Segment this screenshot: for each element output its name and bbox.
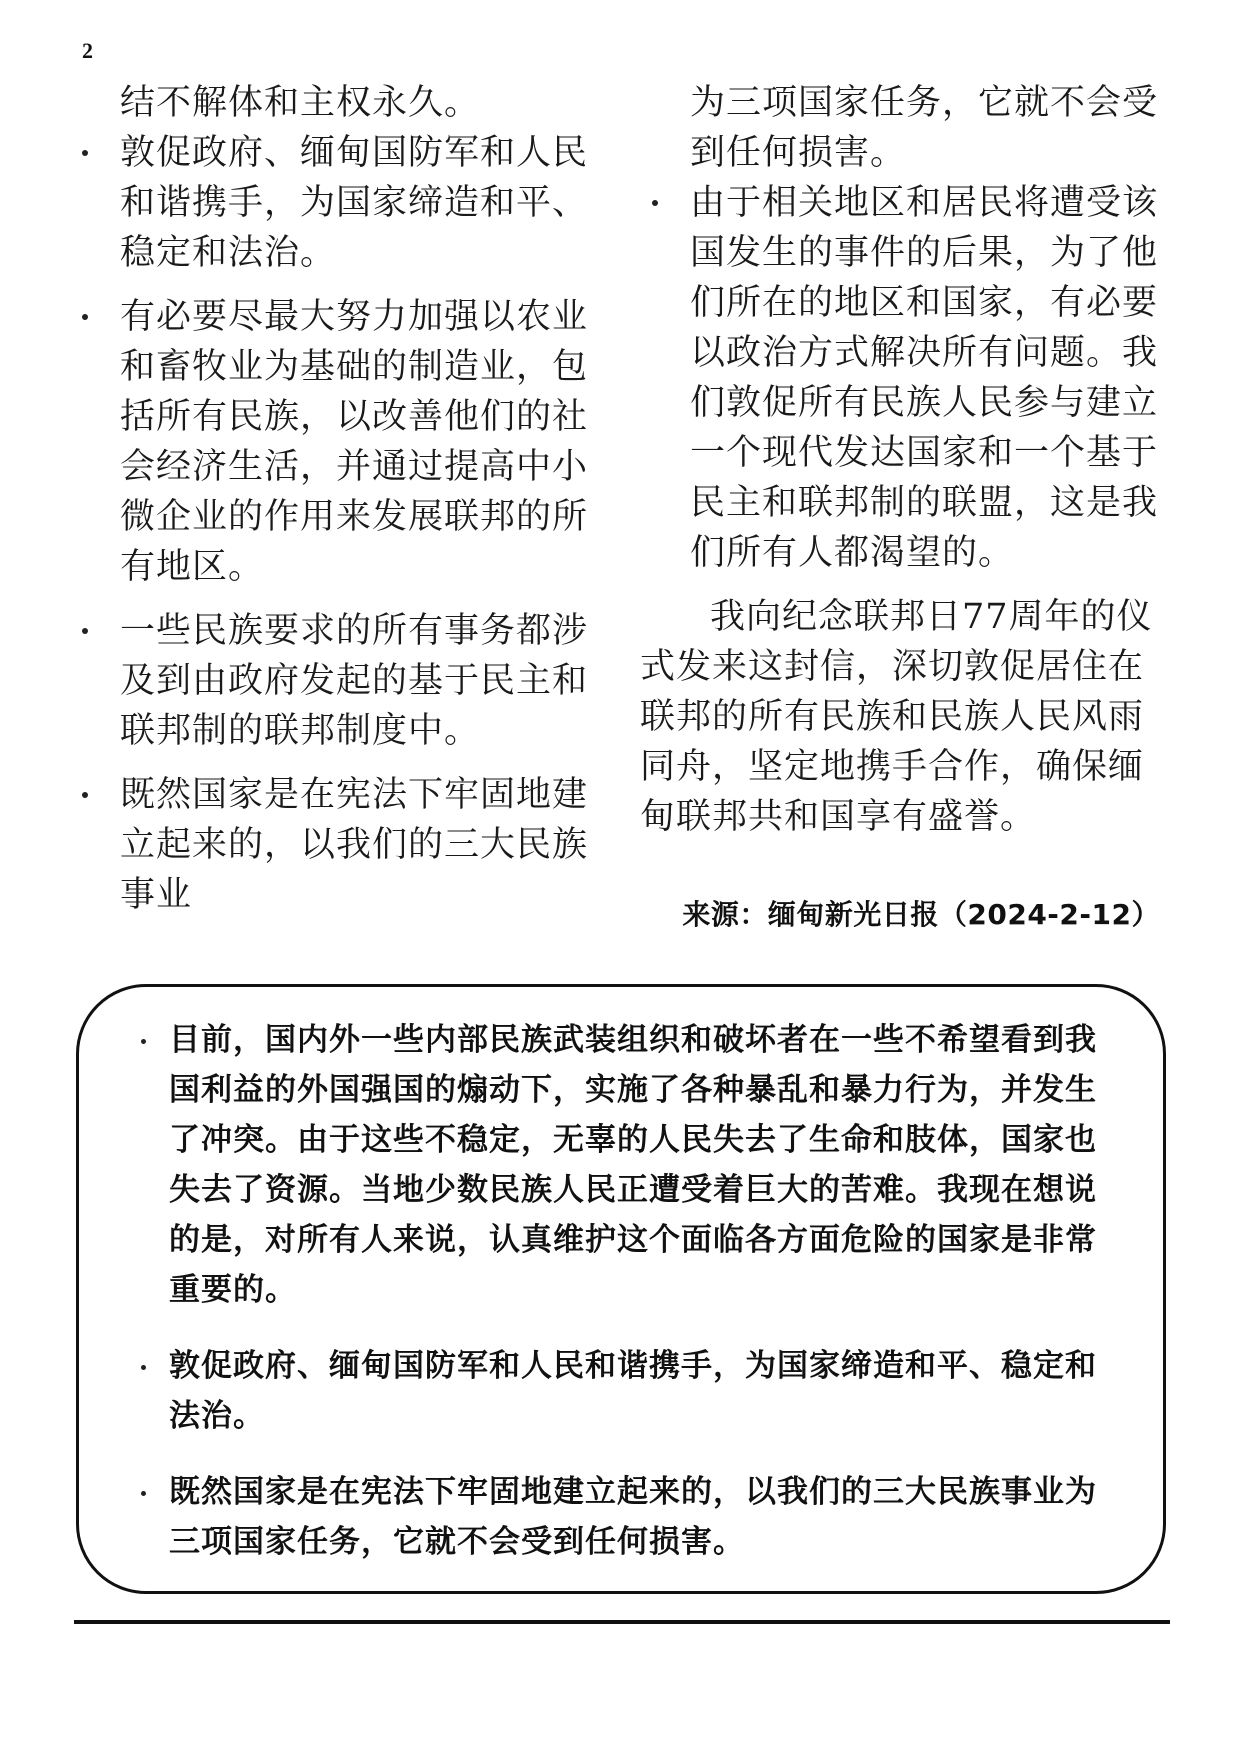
bottom-divider [74, 1620, 1170, 1624]
bullet-text: 有必要尽最大努力加强以农业和畜牧业为基础的制造业，包括所有民族，以改善他们的社会经济生活，并通过提高中小微企业的作用来发展联邦的所有地区。 [120, 297, 589, 587]
right-bullet-item [640, 178, 1170, 578]
right-continuation-text: 为三项国家任务，它就不会受到任何损害。 [690, 83, 1159, 173]
bullet-text: 既然国家是在宪法下牢固地建立起来的，以我们的三大民族事业 [120, 775, 589, 915]
highlight-bullet-item [139, 1467, 1123, 1567]
bullet-icon [82, 792, 88, 798]
bullet-text: 一些民族要求的所有事务都涉及到由政府发起的基于民主和联邦制的联邦制度中。 [120, 611, 589, 751]
left-bullet-item [70, 292, 600, 592]
bullet-icon [141, 1491, 146, 1496]
highlight-box [76, 984, 1166, 1594]
bullet-text: 由于相关地区和居民将遭受该国发生的事件的后果，为了他们所在的地区和国家，有必要以政治方式解决所有问题。我们敦促所有民族人民参与建立一个现代发达国家和一个基于民主和联邦制的联盟，这是我们所有人都渴望的。 [690, 183, 1159, 573]
left-bullet-item [70, 128, 600, 278]
left-continuation-text: 结不解体和主权永久。 [120, 83, 481, 123]
source-citation: 来源：缅甸新光日报（2024-2-12） [682, 898, 1160, 931]
bullet-icon [82, 314, 88, 320]
page-number: 2 [82, 38, 93, 63]
highlight-bullet-item [139, 1015, 1123, 1315]
right-column [640, 78, 1170, 868]
left-bullet-item [70, 606, 600, 756]
bullet-icon [141, 1039, 146, 1044]
bullet-icon [141, 1365, 146, 1370]
bullet-icon [652, 200, 658, 206]
highlight-bullet-text: 既然国家是在宪法下牢固地建立起来的，以我们的三大民族事业为三项国家任务，它就不会受到任何损害。 [169, 1474, 1097, 1560]
highlight-bullet-item [139, 1341, 1123, 1441]
bullet-icon [82, 628, 88, 634]
bullet-icon [82, 150, 88, 156]
highlight-bullet-text: 敦促政府、缅甸国防军和人民和谐携手，为国家缔造和平、稳定和法治。 [169, 1348, 1097, 1434]
closing-paragraph: 我向纪念联邦日77周年的仪式发来这封信，深切敦促居住在联邦的所有民族和民族人民风雨同舟，坚定地携手合作，确保缅甸联邦共和国享有盛誉。 [640, 597, 1153, 837]
highlight-bullet-text: 目前，国内外一些内部民族武装组织和破坏者在一些不希望看到我国利益的外国强国的煽动下，实施了各种暴乱和暴力行为，并发生了冲突。由于这些不稳定，无辜的人民失去了生命和肢体，国家也失去了资源。当地少数民族人民正遭受着巨大的苦难。我现在想说的是，对所有人来说，认真维护这个面临各方面危险的国家是非常重要的。 [169, 1022, 1097, 1308]
bullet-text: 敦促政府、缅甸国防军和人民和谐携手，为国家缔造和平、稳定和法治。 [120, 133, 589, 273]
left-column [70, 78, 600, 915]
